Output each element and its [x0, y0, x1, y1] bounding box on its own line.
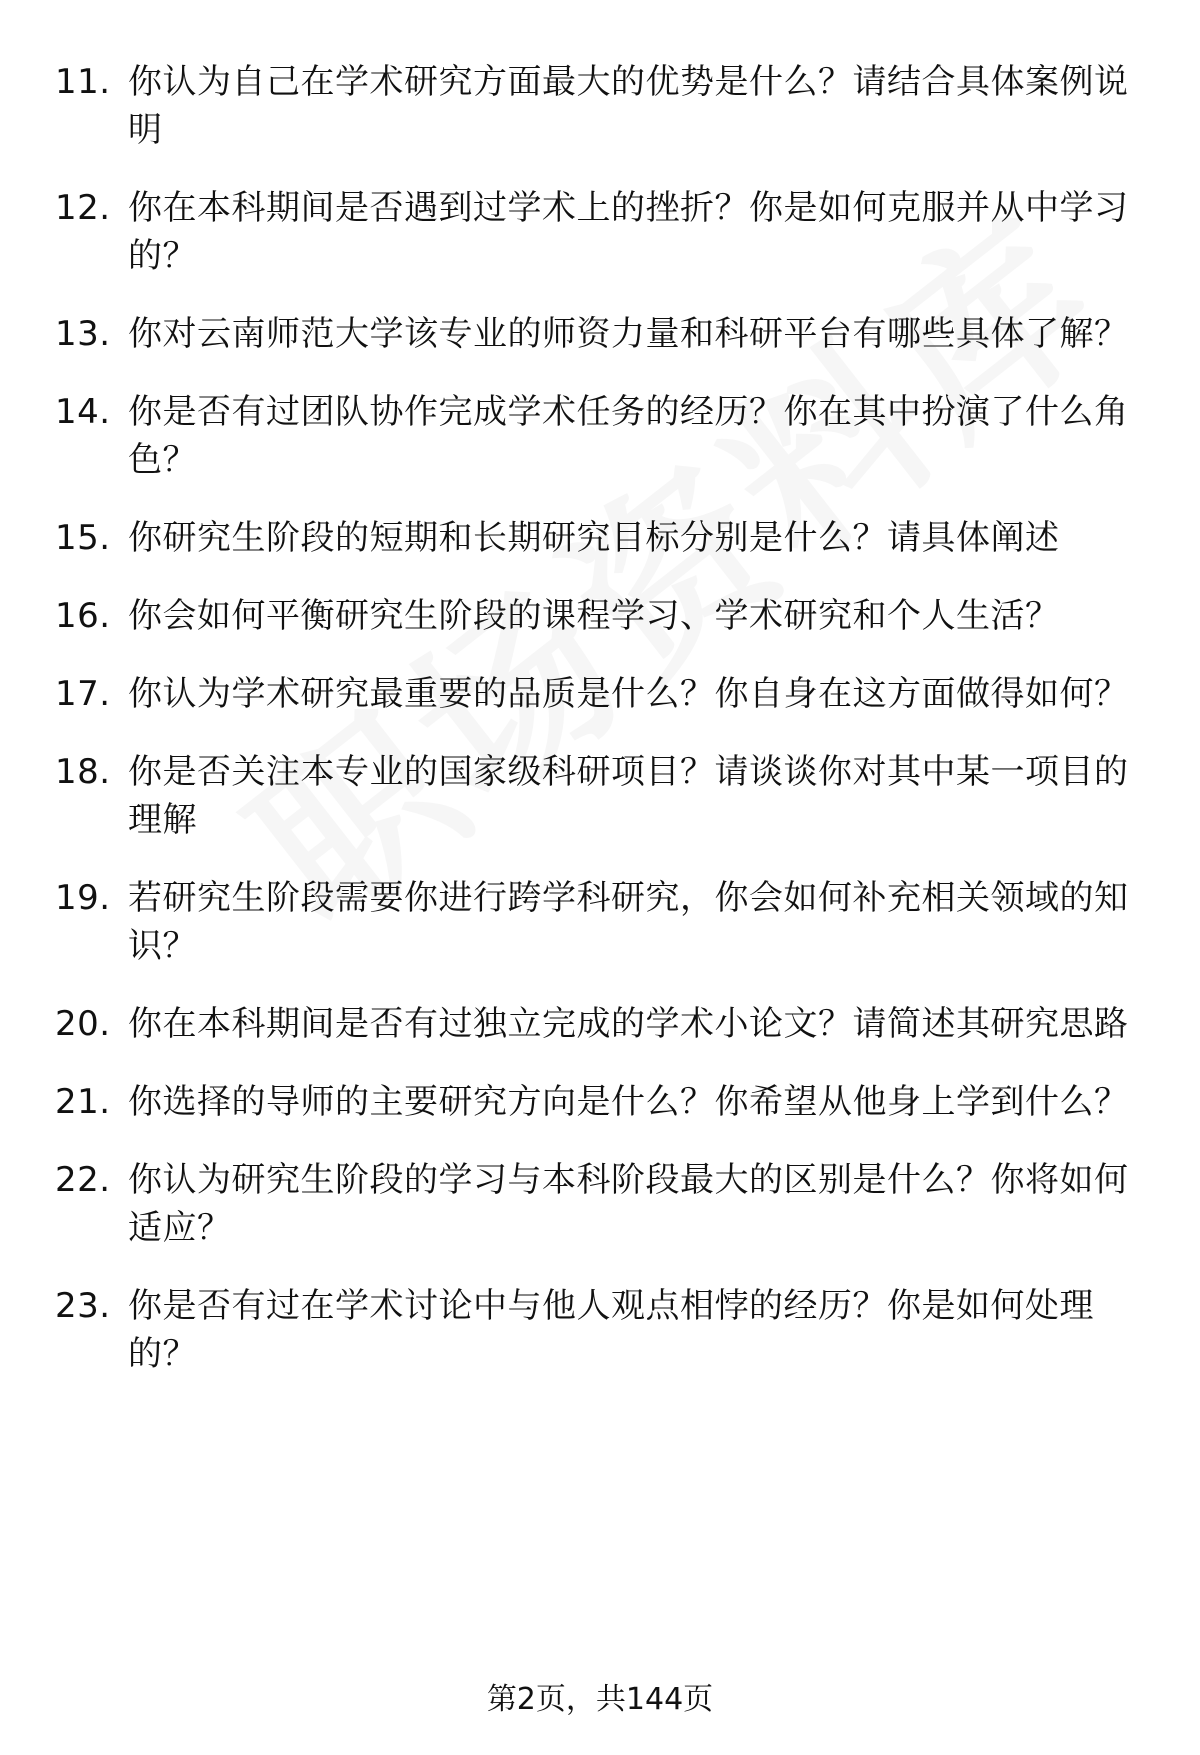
question-item-11 — [55, 58, 1145, 154]
question-item-21 — [55, 1078, 1145, 1126]
question-item-12 — [55, 184, 1145, 280]
question-item-22 — [55, 1156, 1145, 1252]
question-number: 16. — [55, 596, 111, 636]
question-text: 你是否有过团队协作完成学术任务的经历？你在其中扮演了什么角色？ — [128, 392, 1129, 480]
question-number: 20. — [55, 1004, 111, 1044]
question-number: 12. — [55, 188, 111, 228]
question-text: 你是否关注本专业的国家级科研项目？请谈谈你对其中某一项目的理解 — [128, 752, 1129, 840]
question-number: 11. — [55, 62, 111, 102]
question-text: 你认为学术研究最重要的品质是什么？你自身在这方面做得如何？ — [128, 674, 1129, 714]
question-text: 你在本科期间是否有过独立完成的学术小论文？请简述其研究思路 — [128, 1004, 1129, 1044]
question-number: 21. — [55, 1082, 111, 1122]
question-text: 若研究生阶段需要你进行跨学科研究，你会如何补充相关领域的知识？ — [128, 878, 1129, 966]
question-item-15 — [55, 514, 1145, 562]
question-item-19 — [55, 874, 1145, 970]
question-item-14 — [55, 388, 1145, 484]
question-text: 你选择的导师的主要研究方向是什么？你希望从他身上学到什么？ — [128, 1082, 1129, 1122]
question-text: 你会如何平衡研究生阶段的课程学习、学术研究和个人生活？ — [128, 596, 1060, 636]
question-list — [55, 58, 1145, 1408]
question-number: 23. — [55, 1286, 111, 1326]
question-item-16 — [55, 592, 1145, 640]
question-text: 你在本科期间是否遇到过学术上的挫折？你是如何克服并从中学习的？ — [128, 188, 1129, 276]
question-text: 你是否有过在学术讨论中与他人观点相悖的经历？你是如何处理的？ — [128, 1286, 1094, 1374]
question-number: 15. — [55, 518, 111, 558]
question-item-18 — [55, 748, 1145, 844]
question-item-17 — [55, 670, 1145, 718]
question-text: 你认为自己在学术研究方面最大的优势是什么？请结合具体案例说明 — [128, 62, 1129, 150]
question-item-23 — [55, 1282, 1145, 1378]
question-item-13 — [55, 310, 1145, 358]
question-text: 你对云南师范大学该专业的师资力量和科研平台有哪些具体了解？ — [128, 314, 1129, 354]
question-number: 14. — [55, 392, 111, 432]
question-number: 18. — [55, 752, 111, 792]
question-number: 13. — [55, 314, 111, 354]
question-number: 22. — [55, 1160, 111, 1200]
question-number: 19. — [55, 878, 111, 918]
question-text: 你认为研究生阶段的学习与本科阶段最大的区别是什么？你将如何适应？ — [128, 1160, 1129, 1248]
question-text: 你研究生阶段的短期和长期研究目标分别是什么？请具体阐述 — [128, 518, 1060, 558]
page-footer: 第2页，共144页 — [486, 1682, 714, 1717]
question-item-20 — [55, 1000, 1145, 1048]
question-number: 17. — [55, 674, 111, 714]
